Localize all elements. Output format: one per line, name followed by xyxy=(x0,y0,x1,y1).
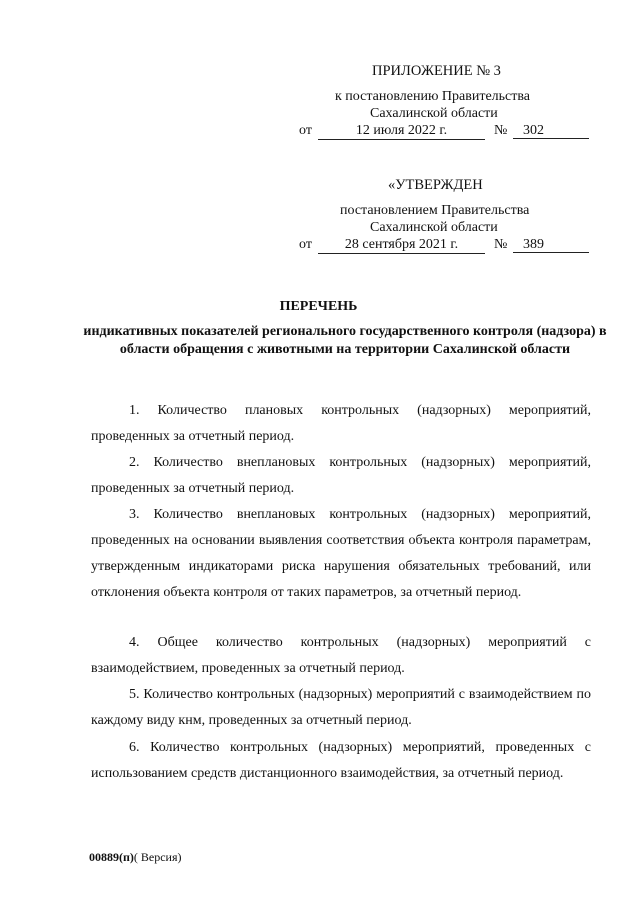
list-item-2: 2. Количество внеплановых контрольных (надзорных) мероприятий, проведенных за отчетный период. xyxy=(91,455,591,496)
footer-code: 00889(п) xyxy=(89,850,134,864)
appendix-from-label: от xyxy=(299,123,312,138)
appendix-number-label: № xyxy=(494,123,508,138)
approved-region-line: Сахалинской области xyxy=(370,220,498,235)
list-item-4: 4. Общее количество контрольных (надзорных) мероприятий с взаимодействием, проведенных за отчетный период. xyxy=(91,635,591,676)
list-item-1: 1. Количество плановых контрольных (надзорных) мероприятий, проведенных за отчетный период. xyxy=(91,403,591,444)
appendix-resolution-line: к постановлению Правительства xyxy=(335,89,531,104)
appendix-date: 12 июля 2022 г. xyxy=(318,123,485,140)
footer-code-line xyxy=(89,850,182,865)
appendix-title: ПРИЛОЖЕНИЕ № 3 xyxy=(372,63,501,79)
approved-number-label: № xyxy=(494,237,508,252)
approved-from-label: от xyxy=(299,237,312,252)
document-title: ПЕРЕЧЕНЬ xyxy=(279,299,358,314)
appendix-number: 302 xyxy=(513,123,589,139)
list-item-5: 5. Количество контрольных (надзорных) мероприятий с взаимодействием по каждому виду кнм, проведенных за отчетный период. xyxy=(91,687,591,728)
approved-date: 28 сентября 2021 г. xyxy=(318,237,485,254)
list-item-3: 3. Количество внеплановых контрольных (надзорных) мероприятий, проведенных на основании выявления соответствия объекта контроля параметрам, утвержденным индикаторами риска нарушения обязательных требований, или отклонения объекта контроля от таких параметров, за отчетный период. xyxy=(91,507,591,600)
footer-version: ( Версия) xyxy=(133,850,182,864)
approved-title: «УТВЕРЖДЕН xyxy=(388,177,483,193)
document-subtitle: индикативных показателей регионального государственного контроля (надзора) в области обращения с животными на территории Сахалинской области xyxy=(83,324,607,357)
approved-number: 389 xyxy=(513,237,589,253)
approved-resolution-line: постановлением Правительства xyxy=(340,203,530,218)
appendix-region-line: Сахалинской области xyxy=(370,106,498,121)
list-item-6: 6. Количество контрольных (надзорных) мероприятий, проведенных с использованием средств дистанционного взаимодействия, за отчетный период. xyxy=(91,740,591,781)
